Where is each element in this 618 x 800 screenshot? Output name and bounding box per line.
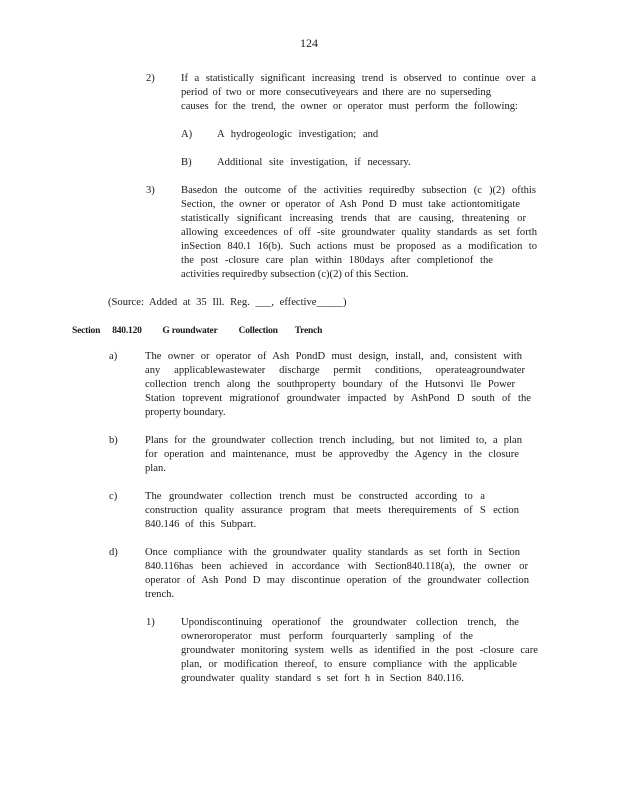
section-label: Section [72,326,101,336]
section-title-word: G roundwater [162,326,218,336]
text-line: property boundary. [145,407,226,418]
text-line: The groundwater collection trench must be constructed according to a [145,491,485,502]
text-line: Once compliance with the groundwater quality standards as set forth in Section [145,547,520,558]
paragraph-text [181,616,538,686]
item-text: A hydrogeologic investigation; and [217,129,379,140]
text-line: Upondiscontinuing operationof the groundwater collection trench, the [181,617,519,628]
paragraph-text [181,72,536,114]
text-line: for operation and maintenance, must be approvedby the Agency in the closure [145,449,519,460]
text-line: collection trench along the southproperty boundary of the Hutsonvi lle Power [145,379,515,390]
paragraph-number: 3) [146,185,155,196]
paragraph-number: a) [109,351,118,362]
text-line: Basedon the outcome of the activities requiredby subsection (c )(2) ofthis [181,185,536,196]
section-title-word: Trench [294,326,323,336]
text-line: construction quality assurance program that meets therequirements of S ection [145,505,519,516]
source-note: (Source: Added at 35 Ill. Reg. ___, effective_____) [108,297,347,308]
text-line: owneroroperator must perform fourquarterly sampling of the [181,631,473,642]
section-heading [72,324,322,338]
text-line: period of two or more consecutiveyears and there are no superseding [181,87,491,98]
section-title-word: Collection [238,326,278,336]
text-line: The owner or operator of Ash PondD must design, install, and, consistent with [145,351,522,362]
text-line: groundwater monitoring system wells as identified in the post -closure care [181,645,538,656]
text-line: plan, or modification thereof, to ensure compliance with the applicable [181,659,517,670]
paragraph-text [145,546,529,602]
paragraph-text [145,350,531,420]
paragraph-number: b) [109,435,118,446]
text-line: statistically significant increasing trends that are causing, threatening or [181,213,526,224]
text-line: allowing exceedences of off -site groundwater quality standards as set forth [181,227,537,238]
text-line: 840.146 of this Subpart. [145,519,257,530]
page-number: 124 [300,36,318,50]
item-number: A) [181,129,193,140]
text-line: Station toprevent migrationof groundwater impacted by AshPond D south of the [145,393,531,404]
text-line: If a statistically significant increasing trend is observed to continue over a [181,73,536,84]
text-line: the post -closure care plan within 180days after completionof the [181,255,493,266]
item-number: B) [181,157,192,168]
text-line: inSection 840.1 16(b). Such actions must be proposed as a modification to [181,241,537,252]
text-line: operator of Ash Pond D may discontinue operation of the groundwater collection [145,575,529,586]
paragraph-number: d) [109,547,118,558]
text-line: causes for the trend, the owner or operator must perform the following: [181,101,518,112]
text-line: 840.116has been achieved in accordance with Section840.118(a), the owner or [145,561,528,572]
paragraph-number: c) [109,491,118,502]
text-line: any applicablewastewater discharge permit conditions, operateagroundwater [145,365,525,376]
text-line: activities requiredby subsection (c)(2) of this Section. [181,269,409,280]
section-number: 840.120 [112,326,142,336]
paragraph-text [181,184,537,282]
text-line: Section, the owner or operator of Ash Pond D must take actiontomitigate [181,199,520,210]
text-line: groundwater quality standard s set fort h in Section 840.116. [181,673,464,684]
paragraph-number: 1) [146,617,155,628]
paragraph-text [145,490,519,532]
text-line: trench. [145,589,175,600]
item-text: Additional site investigation, if necessary. [217,157,411,168]
paragraph-text [145,434,522,476]
paragraph-number: 2) [146,73,155,84]
text-line: plan. [145,463,166,474]
text-line: Plans for the groundwater collection trench including, but not limited to, a plan [145,435,522,446]
